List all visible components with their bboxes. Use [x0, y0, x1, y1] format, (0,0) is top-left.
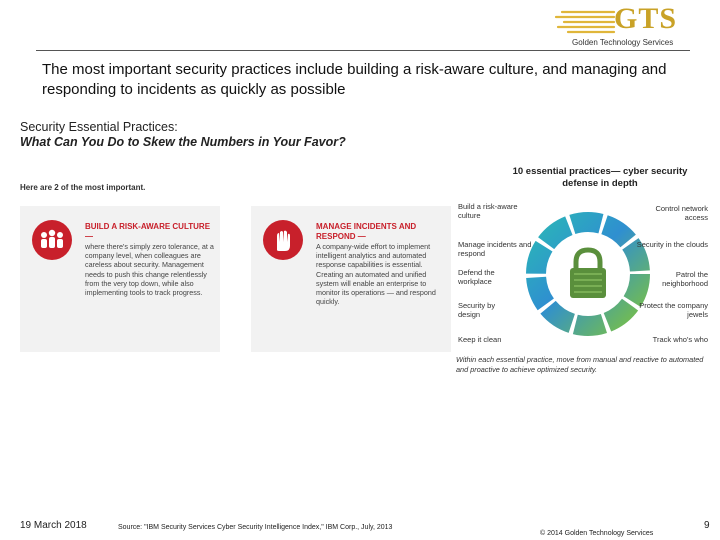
- diagram-caption: Within each essential practice, move from manual and reactive to automated and proactive to achieve optimized security.: [456, 355, 704, 374]
- diagram-label-right: Track who's who: [652, 335, 708, 344]
- logo-speed-lines-icon: [552, 6, 622, 40]
- diagram-label-left: Keep it clean: [458, 335, 502, 344]
- card-body: where there's simply zero tolerance, at a company level, when colleagues are careless about security. Management needs to push this change relentlessly from the very top down, while also implementing tools to track progress.: [85, 242, 214, 298]
- practice-card-culture: [20, 206, 220, 352]
- article-title: Security Essential Practices:: [20, 120, 178, 134]
- diagram-label-left: Security by design: [458, 301, 496, 319]
- diagram-label-right: Patrol the neighborhood: [662, 270, 708, 288]
- footer-date: 19 March 2018: [20, 520, 87, 531]
- practice-card-incidents: [251, 206, 451, 352]
- article-subtitle: What Can You Do to Skew the Numbers in Your Favor?: [20, 135, 346, 149]
- footer-copyright: © 2014 Golden Technology Services: [540, 530, 654, 537]
- footer-source: Source: "IBM Security Services Cyber Security Intelligence Index," IBM Corp., July, 2013: [118, 524, 393, 531]
- company-logo: [552, 4, 692, 48]
- diagram-label-left: Build a risk-aware culture: [458, 202, 518, 220]
- card-title: BUILD A RISK-AWARE CULTURE —: [85, 222, 211, 241]
- logo-wordmark: GTS: [614, 2, 678, 35]
- slide-headline: The most important security practices include building a risk-aware culture, and managing and responding to incidents as quickly as possible: [42, 61, 667, 98]
- diagram-title: 10 essential practices— cyber security defense in depth: [512, 166, 688, 189]
- header-rule: [36, 50, 690, 51]
- stop-hand-icon: [263, 220, 303, 260]
- diagram-label-right: Security in the clouds: [636, 240, 708, 249]
- diagram-label-left: Manage incidents and respond: [458, 240, 532, 258]
- diagram-label-right: Protect the company jewels: [639, 301, 708, 319]
- article-intro: Here are 2 of the most important.: [20, 183, 146, 192]
- card-title: MANAGE INCIDENTS AND RESPOND —: [316, 222, 417, 241]
- logo-subtitle: Golden Technology Services: [572, 38, 674, 47]
- diagram-label-left: Defend the workplace: [458, 268, 495, 286]
- card-body: A company-wide effort to implement intelligent analytics and automated response capabilities is essential. Creating an automated and unified system will enable an enterprise to monitor its operations — and respond quickly.: [316, 242, 436, 307]
- diagram-label-right: Control network access: [655, 204, 708, 222]
- page-number: 9: [704, 520, 710, 531]
- people-group-icon: [32, 220, 72, 260]
